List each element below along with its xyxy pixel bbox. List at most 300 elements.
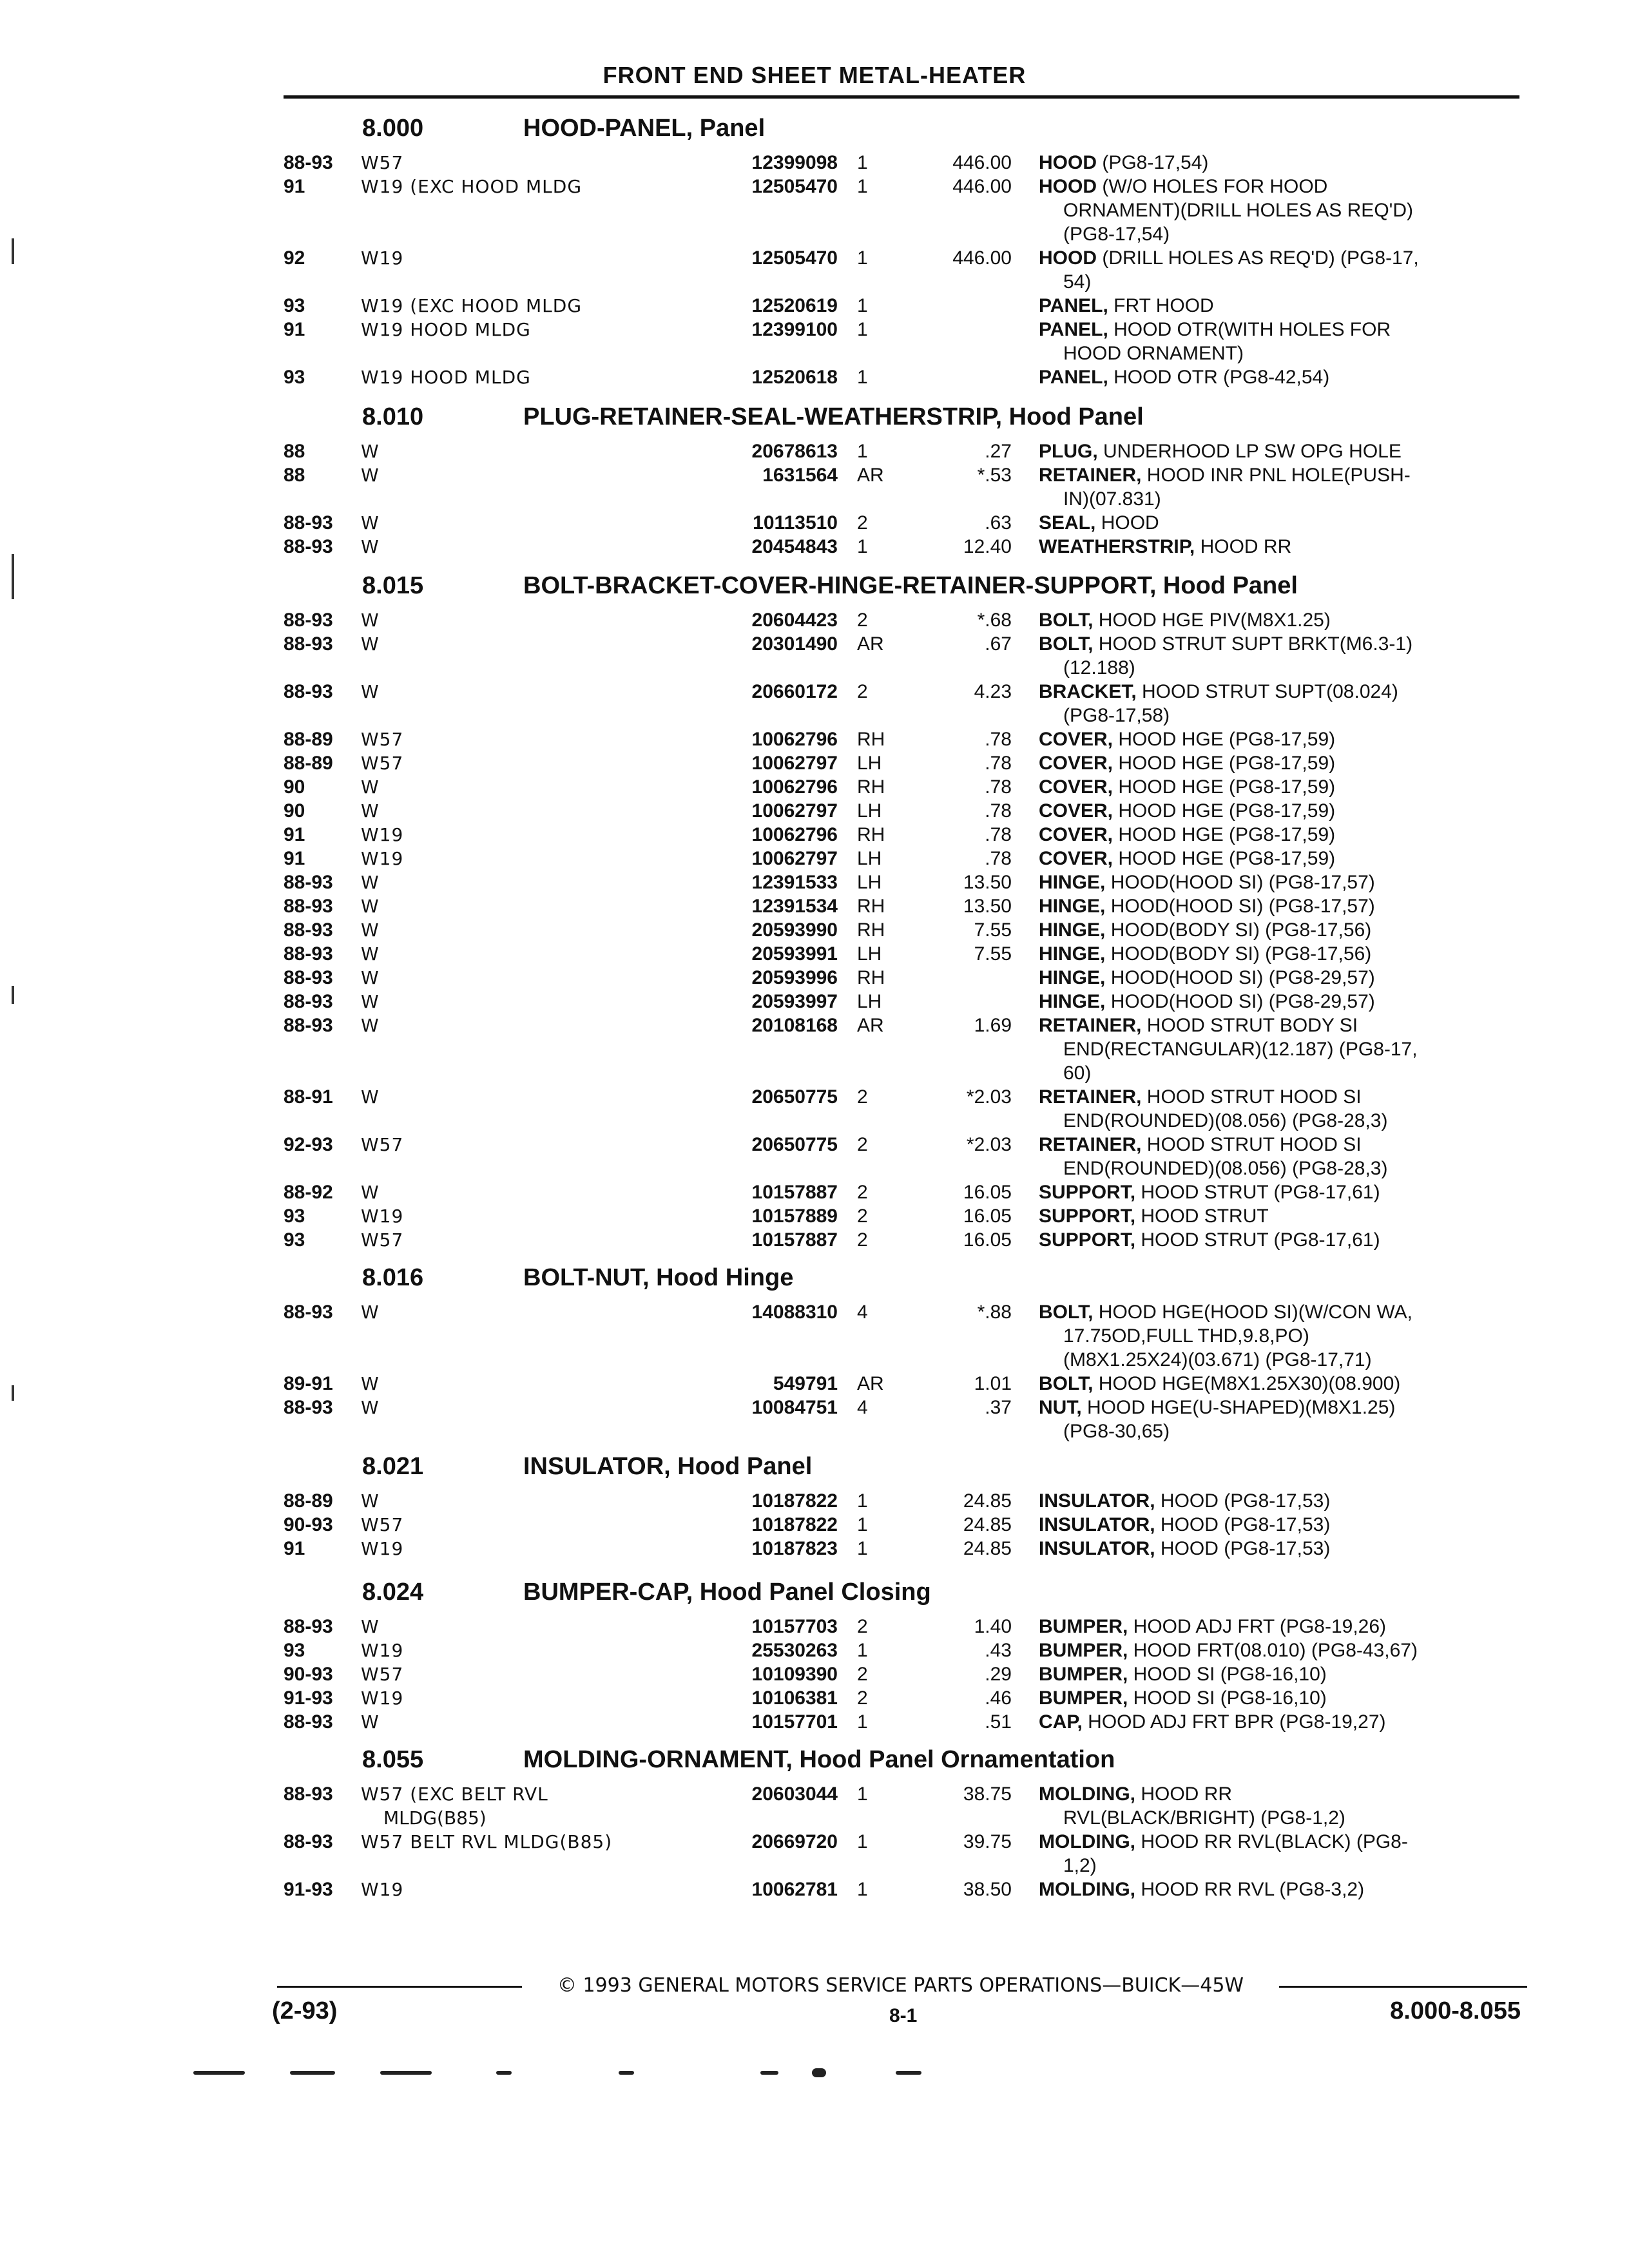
model-cell: W [361,1086,380,1108]
description-cell [1039,1302,1516,1323]
year-cell: 88-89 [284,729,333,750]
description-text: HOOD OTR(WITH HOLES FOR [1108,319,1391,340]
description-continued: ORNAMENT)(DRILL HOLES AS REQ'D) [1063,200,1414,221]
quantity-cell: AR [857,1373,884,1394]
model-cell: W [361,896,380,917]
model-cell: W57 [361,1664,404,1685]
description-text: HOOD HGE (PG8-17,59) [1113,729,1336,750]
model-cell: W19 [361,824,404,845]
year-cell: 88-93 [284,991,333,1012]
section-title: PLUG-RETAINER-SEAL-WEATHERSTRIP, Hood Panel [523,403,1144,430]
description-cell [1039,367,1516,389]
quantity-cell: 1 [857,1831,868,1852]
margin-mark [12,986,14,1004]
quantity-cell: 2 [857,1182,868,1203]
model-cell: W57 BELT RVL MLDG(B85) [361,1831,613,1852]
price-cell: *2.03 [966,1086,1012,1108]
model-cell: W [361,919,380,941]
section-title: INSULATOR, Hood Panel [523,1453,813,1480]
description-name: PANEL, [1039,367,1108,388]
description-text: HOOD HGE (PG8-17,59) [1113,753,1336,774]
part-number-cell: 12505470 [751,247,838,269]
price-cell: 446.00 [952,176,1012,197]
description-text: HOOD RR RVL (PG8-3,2) [1135,1879,1365,1900]
description-cell [1039,1182,1516,1204]
model-cell: W19 [361,1538,404,1559]
year-cell: 91-93 [284,1879,333,1900]
year-cell: 88-93 [284,512,333,533]
quantity-cell: 1 [857,152,868,173]
description-text: HOOD STRUT BODY SI [1141,1015,1358,1036]
year-cell: 91 [284,319,305,340]
price-cell: .67 [985,633,1012,655]
model-cell: W [361,681,380,702]
description-name: PANEL, [1039,319,1108,340]
model-cell: W57 [361,1229,404,1251]
price-cell: 24.85 [963,1490,1012,1512]
description-name: RETAINER, [1039,1086,1142,1108]
price-cell: .78 [985,824,1012,845]
part-number-cell: 10109390 [751,1664,838,1685]
quantity-cell: 1 [857,176,868,197]
description-name: NUT, [1039,1397,1082,1418]
quantity-cell: 2 [857,1229,868,1251]
year-cell: 93 [284,367,305,388]
model-cell: W19 [361,247,404,269]
model-cell: W19 [361,1640,404,1661]
description-continued: RVL(BLACK/BRIGHT) (PG8-1,2) [1063,1807,1345,1829]
quantity-cell: 2 [857,610,868,631]
description-name: INSULATOR, [1039,1490,1155,1512]
description-continued: HOOD ORNAMENT) [1063,343,1244,364]
part-number-cell: 20593997 [751,991,838,1012]
description-cell [1039,1783,1516,1805]
year-cell: 88-93 [284,1831,333,1852]
model-cell: W [361,512,380,533]
description-cell [1039,1134,1516,1156]
price-cell: 446.00 [952,247,1012,269]
part-number-cell: 20593996 [751,967,838,988]
description-name: BUMPER, [1039,1687,1128,1709]
description-text: HOOD OTR (PG8-42,54) [1108,367,1330,388]
section-number: 8.016 [362,1264,424,1291]
quantity-cell: 2 [857,1134,868,1155]
description-text: HOOD (PG8-17,53) [1155,1538,1331,1559]
price-cell: 24.85 [963,1514,1012,1535]
model-cell: W [361,1015,380,1036]
description-name: COVER, [1039,824,1113,845]
model-cell: W19 [361,1687,404,1709]
description-name: MOLDING, [1039,1783,1135,1805]
year-cell: 88 [284,465,305,486]
quantity-cell: 1 [857,1879,868,1900]
price-cell: *.88 [977,1302,1012,1323]
description-name: PANEL, [1039,295,1108,316]
model-cell: W57 [361,1514,404,1535]
part-number-cell: 10187822 [751,1490,838,1512]
description-text: FRT HOOD [1108,295,1214,316]
quantity-cell: 1 [857,247,868,269]
description-text: HOOD(HOOD SI) (PG8-29,57) [1105,991,1375,1012]
year-cell: 88-93 [284,943,333,965]
description-name: INSULATOR, [1039,1514,1155,1535]
part-number-cell: 10062797 [751,753,838,774]
model-cell: W [361,1616,380,1637]
model-cell: W [361,1182,380,1203]
scan-artifacts [193,2067,967,2080]
price-cell: .51 [985,1711,1012,1733]
year-cell: 92 [284,247,305,269]
description-text: HOOD(HOOD SI) (PG8-29,57) [1105,967,1375,988]
description-name: COVER, [1039,729,1113,750]
price-cell: 446.00 [952,152,1012,173]
description-name: BUMPER, [1039,1616,1128,1637]
year-cell: 91 [284,848,305,869]
description-name: HINGE, [1039,896,1106,917]
section-number: 8.000 [362,115,424,142]
description-cell [1039,848,1516,870]
description-name: SUPPORT, [1039,1182,1136,1203]
description-text: UNDERHOOD LP SW OPG HOLE [1097,441,1402,462]
description-cell [1039,1490,1516,1512]
model-cell: W [361,991,380,1012]
year-cell: 88-93 [284,1397,333,1418]
part-number-cell: 10187822 [751,1514,838,1535]
quantity-cell: RH [857,729,885,750]
part-number-cell: 20593991 [751,943,838,965]
description-continued: 1,2) [1063,1855,1097,1876]
description-text: HOOD STRUT [1135,1206,1269,1227]
quantity-cell: 1 [857,367,868,388]
description-cell [1039,1229,1516,1251]
description-cell [1039,753,1516,774]
description-cell [1039,991,1516,1013]
year-cell: 88-93 [284,633,333,655]
description-text: HOOD STRUT HOOD SI [1141,1134,1362,1155]
year-cell: 88-93 [284,681,333,702]
description-text: HOOD RR [1135,1783,1232,1805]
price-cell: .78 [985,753,1012,774]
price-cell: *.68 [977,610,1012,631]
description-text: HOOD HGE(M8X1.25X30)(08.900) [1093,1373,1401,1394]
description-continued: (PG8-17,54) [1063,224,1170,245]
header-rule [284,95,1519,99]
description-text: HOOD STRUT SUPT(08.024) [1136,681,1398,702]
description-text: HOOD (PG8-17,53) [1155,1514,1331,1535]
description-text: (W/O HOLES FOR HOOD [1097,176,1328,197]
description-cell [1039,295,1516,317]
description-cell [1039,1831,1516,1853]
description-text: HOOD HGE(HOOD SI)(W/CON WA, [1093,1302,1412,1323]
quantity-cell: 4 [857,1302,868,1323]
section-title: BOLT-BRACKET-COVER-HINGE-RETAINER-SUPPORT, Hood Panel [523,572,1298,599]
section-number: 8.021 [362,1453,424,1480]
year-cell: 88-93 [284,1015,333,1036]
quantity-cell: 1 [857,1490,868,1512]
model-cell: W57 [361,152,404,173]
part-number-cell: 12520619 [751,295,838,316]
part-number-cell: 10062781 [751,1879,838,1900]
quantity-cell: 1 [857,1711,868,1733]
description-name: BOLT, [1039,610,1094,631]
price-cell: .78 [985,776,1012,798]
year-cell: 88-93 [284,152,333,173]
model-cell: W [361,610,380,631]
description-cell [1039,441,1516,463]
quantity-cell: LH [857,800,882,822]
price-cell: 16.05 [963,1182,1012,1203]
model-cell: W [361,1711,380,1733]
price-cell: 16.05 [963,1206,1012,1227]
description-continued: 54) [1063,271,1092,293]
description-cell [1039,824,1516,846]
year-cell: 88-91 [284,1086,333,1108]
price-cell: .43 [985,1640,1012,1661]
quantity-cell: RH [857,896,885,917]
description-continued: END(RECTANGULAR)(12.187) (PG8-17, [1063,1039,1418,1060]
quantity-cell: LH [857,848,882,869]
part-number-cell: 20650775 [751,1086,838,1108]
part-number-cell: 10062796 [751,776,838,798]
description-text: HOOD HGE(U-SHAPED)(M8X1.25) [1081,1397,1396,1418]
quantity-cell: 1 [857,295,868,316]
description-cell [1039,776,1516,798]
description-cell [1039,1086,1516,1108]
description-name: BOLT, [1039,1373,1094,1394]
year-cell: 88 [284,441,305,462]
model-cell: W57 [361,729,404,750]
description-name: SUPPORT, [1039,1229,1136,1251]
price-cell: .78 [985,729,1012,750]
model-cell: W [361,943,380,965]
price-cell: 24.85 [963,1538,1012,1559]
model-cell: W [361,800,380,822]
quantity-cell: 2 [857,512,868,533]
model-cell: W [361,536,380,557]
description-cell [1039,512,1516,534]
description-text: HOOD STRUT (PG8-17,61) [1135,1229,1380,1251]
price-cell: .46 [985,1687,1012,1709]
description-name: SUPPORT, [1039,1206,1136,1227]
quantity-cell: RH [857,919,885,941]
year-cell: 88-93 [284,1302,333,1323]
year-cell: 89-91 [284,1373,333,1394]
price-cell: 1.40 [974,1616,1012,1637]
model-cell: W [361,633,380,655]
price-cell: .63 [985,512,1012,533]
year-cell: 91 [284,824,305,845]
description-name: MOLDING, [1039,1879,1135,1900]
description-cell [1039,610,1516,631]
price-cell: 38.75 [963,1783,1012,1805]
description-text: HOOD STRUT SUPT BRKT(M6.3-1) [1093,633,1413,655]
part-number-cell: 10157701 [751,1711,838,1733]
description-name: RETAINER, [1039,1015,1142,1036]
footer-section-range: 8.000-8.055 [1390,1997,1521,2024]
description-name: HINGE, [1039,943,1106,965]
model-cell: W [361,465,380,486]
footer-rule-left [277,1986,522,1988]
part-number-cell: 12391534 [751,896,838,917]
price-cell: 7.55 [974,943,1012,965]
year-cell: 88-93 [284,919,333,941]
description-text: HOOD STRUT (PG8-17,61) [1135,1182,1380,1203]
description-name: COVER, [1039,753,1113,774]
price-cell: 13.50 [963,896,1012,917]
year-cell: 90 [284,800,305,822]
description-continued: (12.188) [1063,657,1135,678]
part-number-cell: 10106381 [751,1687,838,1709]
description-name: SEAL, [1039,512,1096,533]
description-name: HINGE, [1039,967,1106,988]
description-cell [1039,1616,1516,1638]
description-name: HINGE, [1039,991,1106,1012]
year-cell: 88-89 [284,753,333,774]
description-text: HOOD STRUT HOOD SI [1141,1086,1362,1108]
description-cell [1039,919,1516,941]
quantity-cell: 2 [857,1616,868,1637]
footer-copyright: © 1993 GENERAL MOTORS SERVICE PARTS OPERATIONS—BUICK—45W [557,1974,1244,1997]
price-cell: .78 [985,848,1012,869]
model-cell: W19 (EXC HOOD MLDG [361,295,583,316]
year-cell: 92-93 [284,1134,333,1155]
description-cell [1039,729,1516,751]
part-number-cell: 12399098 [751,152,838,173]
description-cell [1039,1015,1516,1037]
description-name: INSULATOR, [1039,1538,1155,1559]
model-cell: W [361,1397,380,1418]
description-continued: 17.75OD,FULL THD,9.8,PO) [1063,1325,1309,1347]
description-cell [1039,1879,1516,1901]
description-text: HOOD INR PNL HOLE(PUSH- [1141,465,1411,486]
part-number-cell: 20650775 [751,1134,838,1155]
model-cell: W [361,1302,380,1323]
model-cell: W19 [361,1879,404,1900]
price-cell: *.53 [977,465,1012,486]
quantity-cell: 1 [857,1640,868,1661]
description-cell [1039,247,1516,269]
price-cell: 7.55 [974,919,1012,941]
description-text: HOOD HGE (PG8-17,59) [1113,800,1336,822]
part-number-cell: 12399100 [751,319,838,340]
price-cell: 13.50 [963,872,1012,893]
description-text: HOOD(BODY SI) (PG8-17,56) [1105,919,1372,941]
quantity-cell: RH [857,776,885,798]
description-cell [1039,896,1516,918]
description-name: BUMPER, [1039,1664,1128,1685]
quantity-cell: 1 [857,536,868,557]
year-cell: 93 [284,295,305,316]
section-title: BUMPER-CAP, Hood Panel Closing [523,1579,931,1606]
quantity-cell: RH [857,824,885,845]
description-text: HOOD RR RVL(BLACK) (PG8- [1135,1831,1408,1852]
description-text: HOOD HGE (PG8-17,59) [1113,824,1336,845]
price-cell: .29 [985,1664,1012,1685]
model-cell: W57 (EXC BELT RVL [361,1783,548,1805]
section-number: 8.055 [362,1746,424,1773]
description-text: HOOD SI (PG8-16,10) [1128,1687,1327,1709]
section-number: 8.015 [362,572,424,599]
description-name: HOOD [1039,247,1097,269]
part-number-cell: 10113510 [753,512,838,533]
quantity-cell: 1 [857,319,868,340]
description-cell [1039,1711,1516,1733]
year-cell: 88-89 [284,1490,333,1512]
quantity-cell: 1 [857,1514,868,1535]
model-cell: W [361,967,380,988]
description-continued: (PG8-17,58) [1063,705,1170,726]
quantity-cell: 1 [857,1783,868,1805]
year-cell: 88-93 [284,896,333,917]
description-text: HOOD ADJ FRT BPR (PG8-19,27) [1082,1711,1386,1733]
year-cell: 88-93 [284,610,333,631]
year-cell: 91 [284,176,305,197]
part-number-cell: 14088310 [751,1302,838,1323]
description-text: HOOD(BODY SI) (PG8-17,56) [1105,943,1372,965]
part-number-cell: 20678613 [751,441,838,462]
description-name: MOLDING, [1039,1831,1135,1852]
description-cell [1039,967,1516,989]
description-name: COVER, [1039,848,1113,869]
description-cell [1039,872,1516,894]
model-cell: W57 [361,1134,404,1155]
model-cell: W19 [361,1206,404,1227]
description-text: HOOD FRT(08.010) (PG8-43,67) [1128,1640,1418,1661]
description-continued: (PG8-30,65) [1063,1421,1170,1442]
description-text: HOOD(HOOD SI) (PG8-17,57) [1105,896,1375,917]
description-text: (DRILL HOLES AS REQ'D) (PG8-17, [1097,247,1419,269]
description-cell [1039,1538,1516,1560]
description-cell [1039,800,1516,822]
part-number-cell: 10187823 [751,1538,838,1559]
section-title: MOLDING-ORNAMENT, Hood Panel Ornamentation [523,1746,1115,1773]
price-cell: 39.75 [963,1831,1012,1852]
description-text: HOOD ADJ FRT (PG8-19,26) [1128,1616,1387,1637]
year-cell: 93 [284,1206,305,1227]
description-name: RETAINER, [1039,1134,1142,1155]
quantity-cell: AR [857,1015,884,1036]
part-number-cell: 10157703 [751,1616,838,1637]
description-cell [1039,319,1516,341]
quantity-cell: AR [857,633,884,655]
description-name: RETAINER, [1039,465,1142,486]
description-name: BUMPER, [1039,1640,1128,1661]
section-number: 8.010 [362,403,424,430]
price-cell: 16.05 [963,1229,1012,1251]
part-number-cell: 10157887 [751,1229,838,1251]
description-cell [1039,1664,1516,1686]
year-cell: 90-93 [284,1664,333,1685]
description-cell [1039,1640,1516,1662]
description-cell [1039,536,1516,558]
description-name: BOLT, [1039,633,1094,655]
year-cell: 88-93 [284,1711,333,1733]
year-cell: 91-93 [284,1687,333,1709]
year-cell: 88-93 [284,967,333,988]
part-number-cell: 20669720 [751,1831,838,1852]
description-name: COVER, [1039,800,1113,822]
description-cell [1039,943,1516,965]
description-text: HOOD SI (PG8-16,10) [1128,1664,1327,1685]
part-number-cell: 20593990 [751,919,838,941]
quantity-cell: 2 [857,681,868,702]
quantity-cell: 2 [857,1086,868,1108]
description-name: HINGE, [1039,872,1106,893]
part-number-cell: 1631564 [762,465,838,486]
model-cell: W19 (EXC HOOD MLDG [361,176,583,197]
model-cell: W [361,776,380,798]
part-number-cell: 25530263 [751,1640,838,1661]
